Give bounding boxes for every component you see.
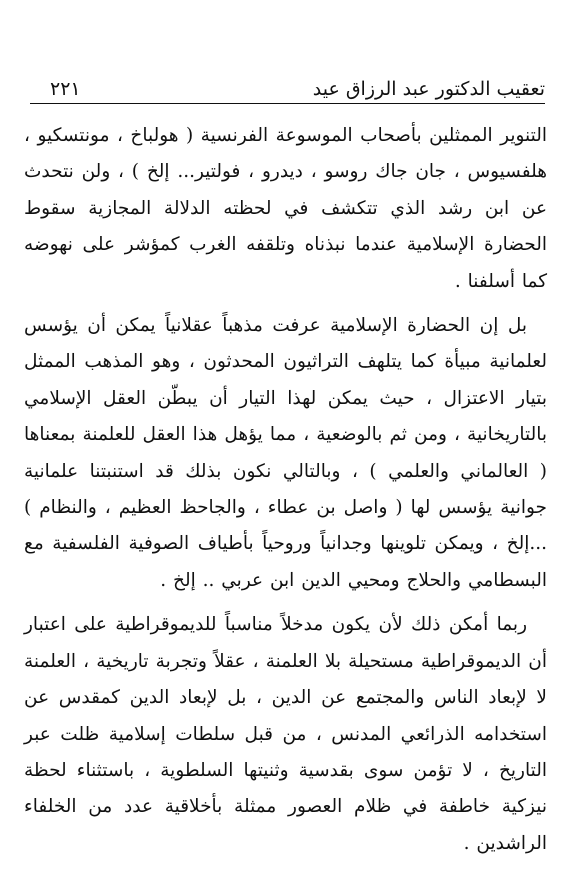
header-rule xyxy=(30,103,545,104)
running-header xyxy=(30,70,545,100)
paragraph-2: بل إن الحضارة الإسلامية عرفت مذهباً عقلانياً يمكن أن يؤسس لعلمانية مبيأة كما يتلهف التراثيون المحدثون ، وهو المذهب الممثل بتيار الاعتزال ، حيث يمكن لهذا التيار أن يبطّن العقل الإسلامي بالتاريخانية ، ومن ثم بالوضعية ، مما يؤهل هذا العقل للعلمنة بمعناها ( العالماني والعلمي ) ، وبالتالي نكون بذلك قد استنبتنا علمانية جوانية يؤسس لها ( واصل بن عطاء ، والجاحظ العظيم ، والنظام ) ...إلخ ، ويمكن تلوينها وجدانياً وروحياً بأطياف الصوفية الفلسفية مع البسطامي والحلاج ومحيي الدين ابن عربي .. إلخ . xyxy=(24,315,547,591)
paragraph-3: ربما أمكن ذلك لأن يكون مدخلاً مناسباً للديموقراطية على اعتبار أن الديموقراطية مستحيلة بلا العلمنة ، عقلاً وتجربة تاريخية ، العلمنة لا لإبعاد الناس والمجتمع عن الدين ، بل لإبعاد الدين كمقدس عن استخدامه الذرائعي المدنس ، من قبل سلطات إسلامية ظلت عبر التاريخ ، لا تؤمن سوى بقدسية وثنيتها السلطوية ، باستثناء لحظة نيزكية خاطفة في ظلام العصور ممثلة بأخلاقية عدد من الخلفاء الراشدين . xyxy=(24,614,547,854)
paragraph-1: التنوير الممثلين بأصحاب الموسوعة الفرنسية ( هولباخ ، مونتسكيو ، هلفسيوس ، جان جاك روسو ، ديدرو ، فولتير... إلخ ) ، ولن نتحدث عن ابن رشد الذي تتكشف في لحظته الدلالة المجازية سقوط الحضارة الإسلامية عندما نبذناه وتلقفه الغرب كمؤشر على نهوضه كما أسلفنا . xyxy=(24,125,547,292)
page-number: ٢٢١ xyxy=(50,78,81,100)
running-title: تعقيب الدكتور عبد الرزاق عيد xyxy=(312,78,545,100)
body-text xyxy=(24,118,547,862)
